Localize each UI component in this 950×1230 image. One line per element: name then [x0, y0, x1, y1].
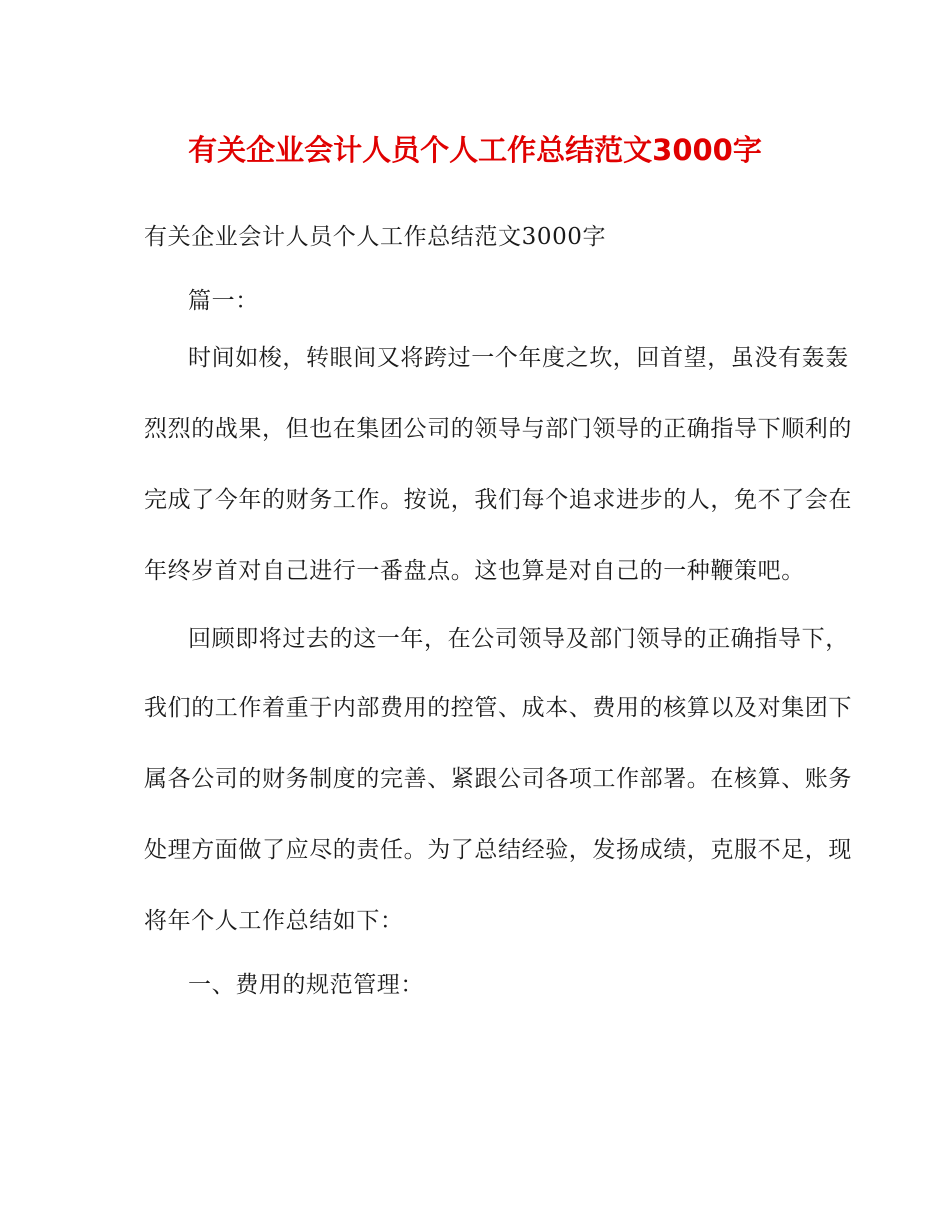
paragraph-line: 年终岁首对自己进行一番盘点。这也算是对自己的一种鞭策吧。: [144, 558, 805, 584]
section-heading: 一、费用的规范管理：: [188, 972, 424, 998]
paragraph-line: 将年个人工作总结如下：: [144, 908, 404, 934]
paragraph-line: 属各公司的财务制度的完善、紧跟公司各项工作部署。在核算、账务: [144, 766, 852, 792]
paragraph-line: 我们的工作着重于内部费用的控管、成本、费用的核算以及对集团下: [144, 695, 852, 721]
subtitle-line: 有关企业会计人员个人工作总结范文3000字: [144, 224, 607, 250]
paragraph-line: 处理方面做了应尽的责任。为了总结经验，发扬成绩，克服不足，现: [144, 837, 852, 863]
paragraph-line: 完成了今年的财务工作。按说，我们每个追求进步的人，免不了会在: [144, 487, 852, 513]
document-title: 有关企业会计人员个人工作总结范文3000字: [188, 133, 762, 167]
paragraph-line: 时间如梭，转眼间又将跨过一个年度之坎，回首望，虽没有轰轰: [188, 345, 849, 371]
paragraph-line: 烈烈的战果，但也在集团公司的领导与部门领导的正确指导下顺利的: [144, 416, 852, 442]
paragraph-line: 回顾即将过去的这一年，在公司领导及部门领导的正确指导下，: [188, 626, 849, 652]
section-heading: 篇一：: [188, 288, 259, 314]
